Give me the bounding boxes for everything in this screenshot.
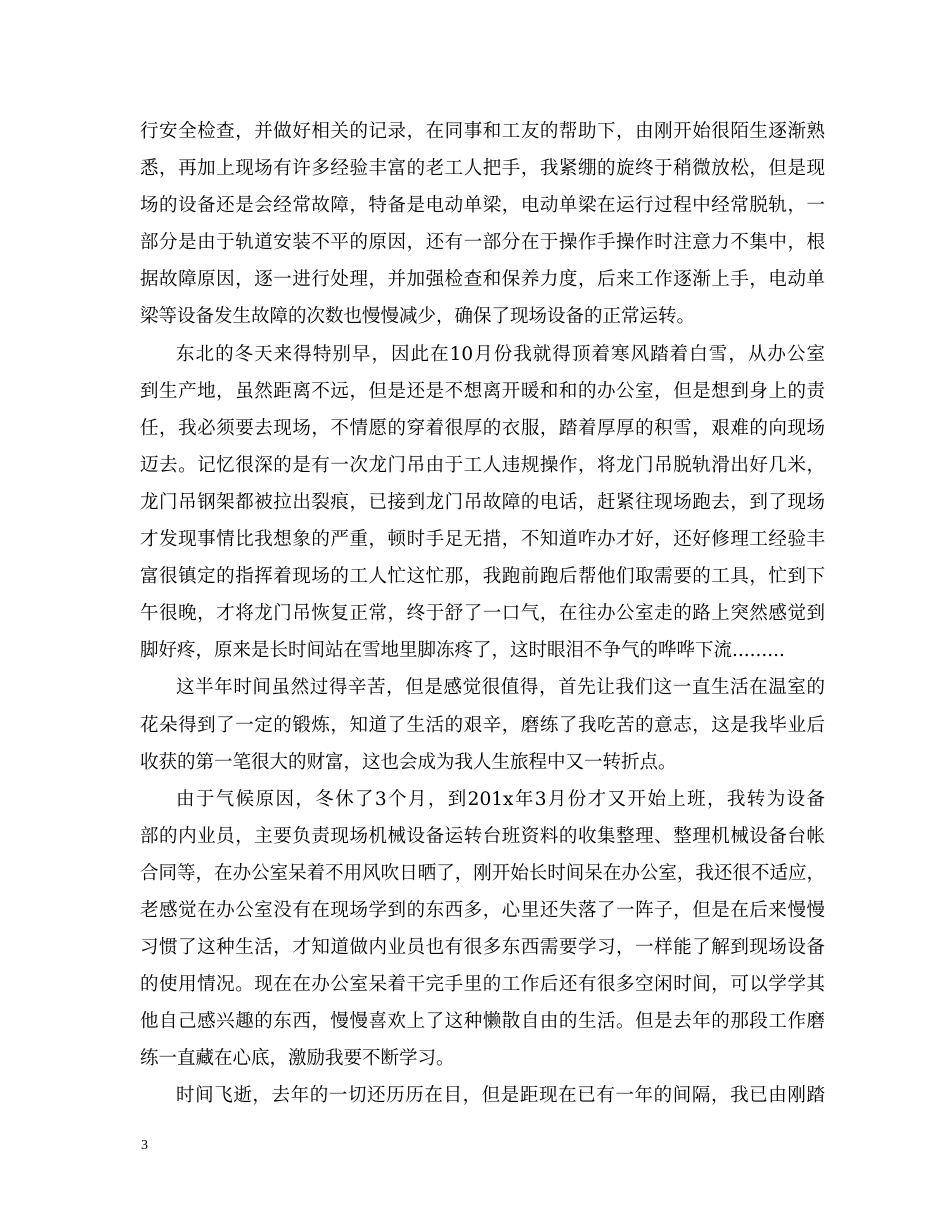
document-body (140, 113, 825, 1115)
text-line: 午很晚，才将龙门吊恢复正常，终于舒了一口气，在往办公室走的路上突然感觉到 (140, 603, 825, 625)
text-line: 的使用情况。现在在办公室呆着干完手里的工作后还有很多空闲时间，可以学学其 (140, 974, 825, 996)
text-line: 部分是由于轨道安装不平的原因，还有一部分在于操作手操作时注意力不集中，根 (140, 232, 825, 254)
paragraph (140, 669, 825, 780)
text-line: 梁等设备发生故障的次数也慢慢减少，确保了现场设备的正常运转。 (140, 306, 696, 328)
text-line: 习惯了这种生活，才知道做内业员也有很多东西需要学习，一样能了解到现场设备 (140, 937, 825, 959)
text-line: 他自己感兴趣的东西，慢慢喜欢上了这种懒散自由的生活。但是去年的那段工作磨 (140, 1011, 825, 1033)
text-line: 这半年时间虽然过得辛苦，但是感觉很值得，首先让我们这一直生活在温室的 (176, 677, 825, 699)
text-line: 老感觉在办公室没有在现场学到的东西多，心里还失落了一阵子，但是在后来慢慢 (140, 899, 825, 921)
text-line: 任，我必须要去现场，不情愿的穿着很厚的衣服，踏着厚厚的积雪，艰难的向现场 (140, 417, 825, 439)
text-line: 由于气候原因，冬休了3个月，到201x年3月份才又开始上班，我转为设备 (176, 788, 825, 810)
paragraph (140, 781, 825, 1078)
text-line: 迈去。记忆很深的是有一次龙门吊由于工人违规操作，将龙门吊脱轨滑出好几米， (140, 454, 825, 476)
paragraph (140, 336, 825, 670)
text-line: 到生产地，虽然距离不远，但是还是不想离开暖和和的办公室，但是想到身上的责 (140, 380, 825, 402)
text-line: 悉，再加上现场有许多经验丰富的老工人把手，我紧绷的旋终于稍微放松，但是现 (140, 158, 825, 180)
text-line: 场的设备还是会经常故障，特备是电动单梁，电动单梁在运行过程中经常脱轨，一 (140, 195, 825, 217)
text-line: 收获的第一笔很大的财富，这也会成为我人生旅程中又一转折点。 (140, 751, 677, 773)
text-line: 龙门吊钢架都被拉出裂痕，已接到龙门吊故障的电话，赶紧往现场跑去，到了现场 (140, 491, 825, 513)
text-line: 脚好疼，原来是长时间站在雪地里脚冻疼了，这时眼泪不争气的哗哗下流......... (140, 640, 785, 662)
paragraph (140, 1077, 825, 1114)
text-line: 花朵得到了一定的锻炼，知道了生活的艰辛，磨练了我吃苦的意志，这是我毕业后 (140, 714, 825, 736)
text-line: 才发现事情比我想象的严重，顿时手足无措，不知道咋办才好，还好修理工经验丰 (140, 529, 825, 551)
text-line: 据故障原因，逐一进行处理，并加强检查和保养力度，后来工作逐渐上手，电动单 (140, 269, 825, 291)
text-line: 东北的冬天来得特别早，因此在10月份我就得顶着寒风踏着白雪，从办公室 (176, 343, 825, 365)
text-line: 时间飞逝，去年的一切还历历在目，但是距现在已有一年的间隔，我已由刚踏 (176, 1085, 825, 1107)
paragraph (140, 113, 825, 336)
text-line: 部的内业员，主要负责现场机械设备运转台班资料的收集整理、整理机械设备台帐 (140, 825, 825, 847)
page-number: 3 (141, 1138, 148, 1153)
text-line: 合同等，在办公室呆着不用风吹日晒了，刚开始长时间呆在办公室，我还很不适应， (140, 862, 825, 884)
text-line: 富很镇定的指挥着现场的工人忙这忙那，我跑前跑后帮他们取需要的工具，忙到下 (140, 566, 825, 588)
text-line: 练一直藏在心底，激励我要不断学习。 (140, 1048, 455, 1070)
text-line: 行安全检查，并做好相关的记录，在同事和工友的帮助下，由刚开始很陌生逐渐熟 (140, 121, 825, 142)
